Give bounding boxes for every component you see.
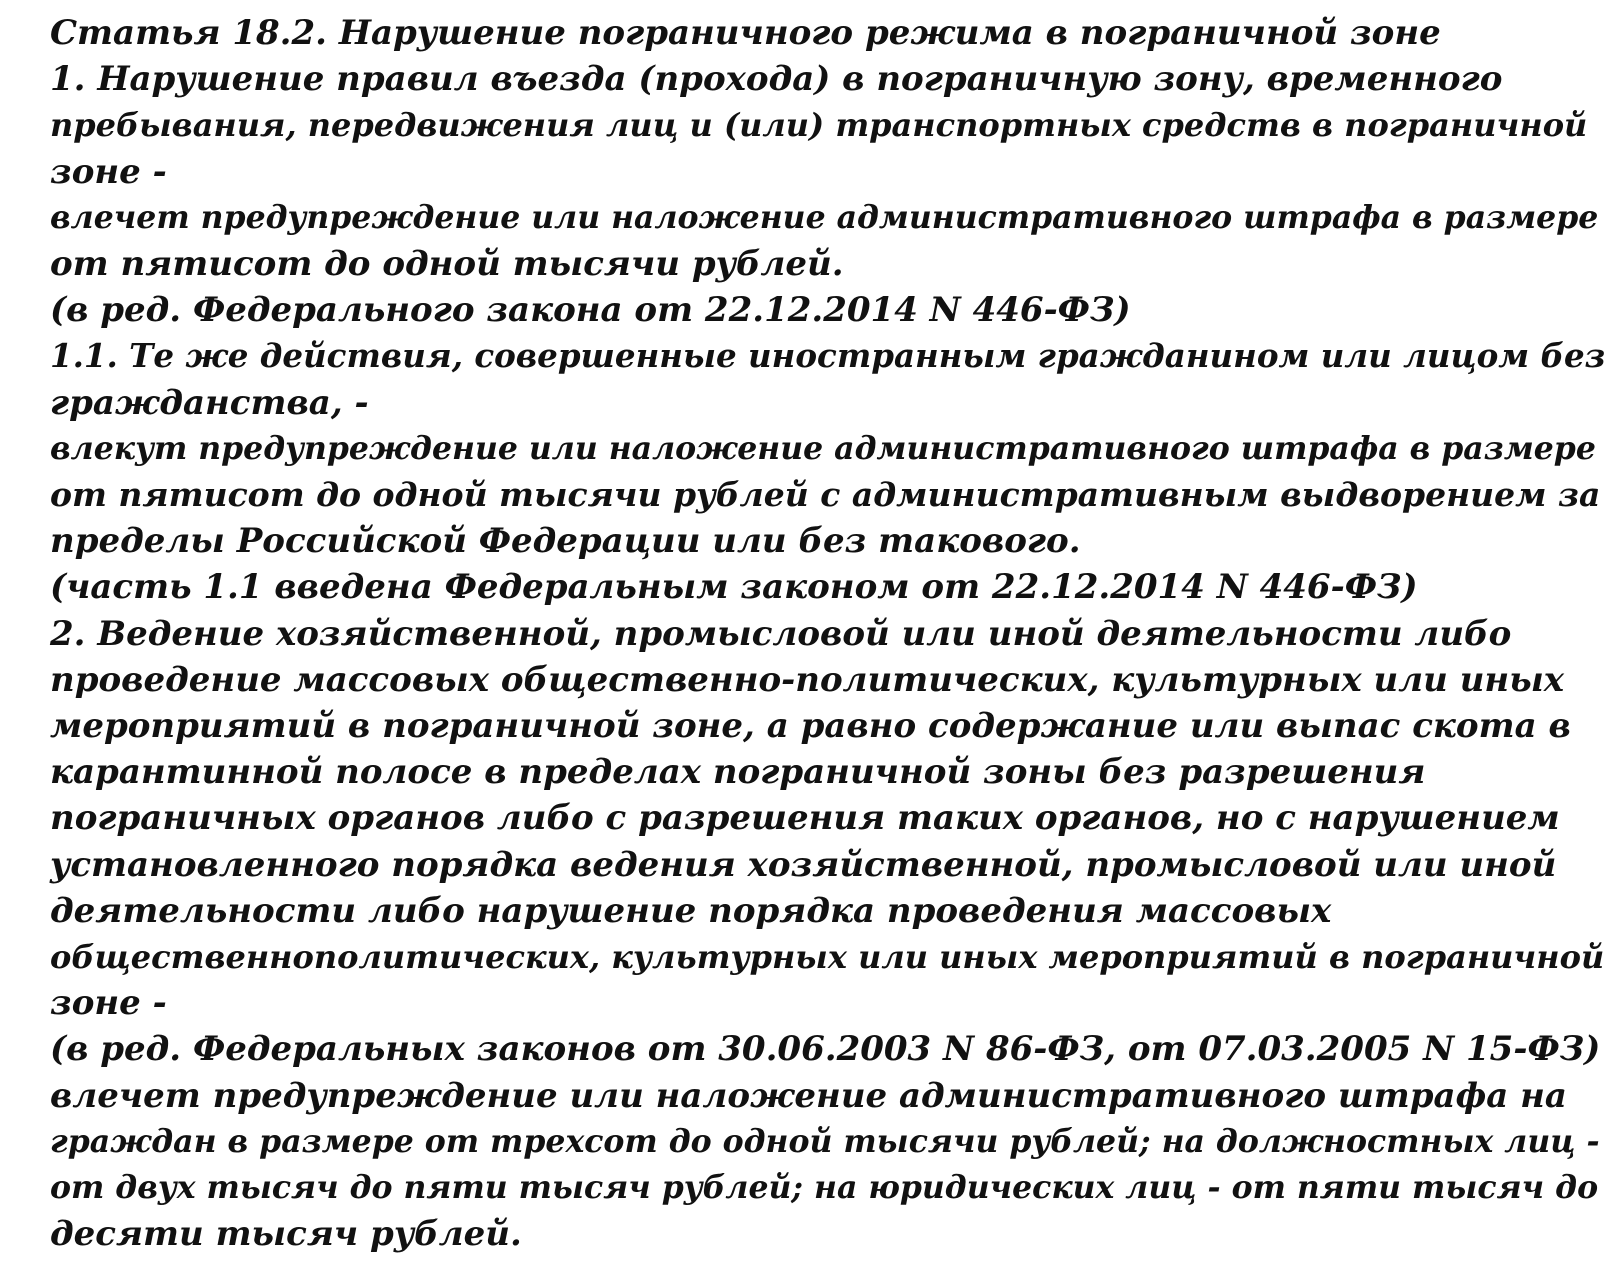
document-line: установленного порядка ведения хозяйственной, промысловой или иной xyxy=(50,844,1557,885)
document-line: 1. Нарушение правил въезда (прохода) в пограничную зону, временного xyxy=(50,59,1503,100)
document-line: зоне - xyxy=(50,983,167,1024)
document-line: десяти тысяч рублей. xyxy=(50,1214,522,1255)
document-line: деятельности либо нарушение порядка проведения массовых xyxy=(50,890,1332,931)
document-line: гражданства, - xyxy=(50,382,369,423)
document-line: влекут предупреждение или наложение административного штрафа в размере xyxy=(50,429,1596,467)
document-line: от пятисот до одной тысячи рублей с административным выдворением за xyxy=(50,475,1601,515)
document-line: проведение массовых общественно-политических, культурных или иных xyxy=(50,659,1565,700)
document-line: (часть 1.1 введена Федеральным законом от 22.12.2014 N 446-ФЗ) xyxy=(50,567,1418,608)
document-line: зоне - xyxy=(50,151,167,192)
document-line: от двух тысяч до пяти тысяч рублей; на юридических лиц - от пяти тысяч до xyxy=(50,1169,1599,1207)
document-line: (в ред. Федерального закона от 22.12.2014 N 446-ФЗ) xyxy=(50,290,1131,331)
document-line: граждан в размере от трехсот до одной тысячи рублей; на должностных лиц - xyxy=(50,1122,1600,1160)
document-line: от пятисот до одной тысячи рублей. xyxy=(50,244,844,285)
document-line: 1.1. Те же действия, совершенные иностранным гражданином или лицом без xyxy=(50,336,1606,376)
document-line: мероприятий в пограничной зоне, а равно содержание или выпас скота в xyxy=(50,706,1571,747)
document-line: пределы Российской Федерации или без такового. xyxy=(50,521,1081,562)
document-line: общественнополитических, культурных или иных мероприятий в пограничной xyxy=(50,938,1605,977)
legal-document xyxy=(50,10,1610,1257)
document-line: влечет предупреждение или наложение административного штрафа в размере xyxy=(50,198,1599,236)
document-line: пограничных органов либо с разрешения таких органов, но с нарушением xyxy=(50,798,1560,839)
document-line: 2. Ведение хозяйственной, промысловой или иной деятельности либо xyxy=(50,613,1512,654)
document-line: (в ред. Федеральных законов от 30.06.2003 N 86-ФЗ, от 07.03.2005 N 15-ФЗ) xyxy=(50,1029,1601,1070)
document-line: пребывания, передвижения лиц и (или) транспортных средств в пограничной xyxy=(50,106,1588,145)
document-line: карантинной полосе в пределах пограничной зоны без разрешения xyxy=(50,752,1426,793)
article-title: Статья 18.2. Нарушение пограничного режима в пограничной зоне xyxy=(50,13,1441,53)
document-line: влечет предупреждение или наложение административного штрафа на xyxy=(50,1075,1567,1116)
